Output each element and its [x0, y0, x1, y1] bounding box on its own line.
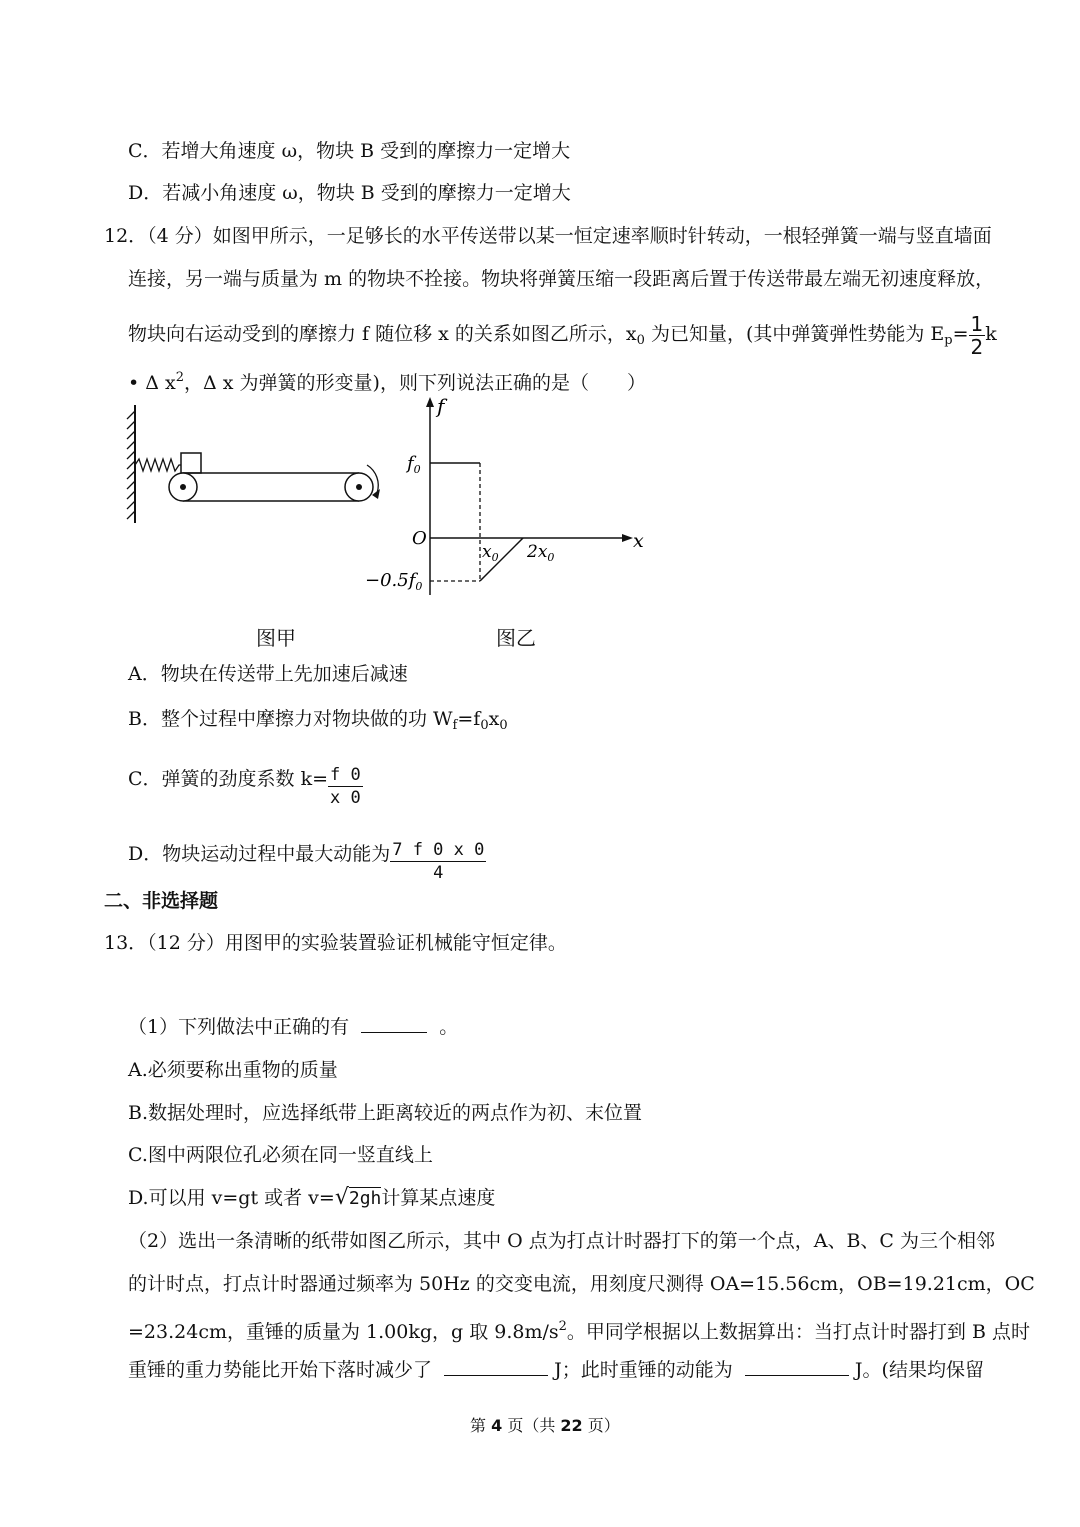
- q13-part2-line3: =23.24cm，重锤的质量为 1.00kg，g 取 $9.8m/s^2$。甲同学根据以上数据算出：当打点计时器打到 B 点时: [128, 1319, 1030, 1343]
- q13-part2-line4: 重锤的重力势能比开始下落时减少了 J；此时重锤的动能为 J。(结果均保留: [128, 1359, 984, 1381]
- 2x0-label: $2x_0$: [527, 542, 555, 564]
- origin-label: O: [412, 528, 427, 549]
- neg-f0-label: $-0.5f_0$: [365, 570, 423, 593]
- section-heading: 二、非选择题: [104, 890, 219, 912]
- q11-option-d: D．若减小角速度 ω，物块 B 受到的摩擦力一定增大: [128, 182, 571, 204]
- q13-part2-line2: 的计时点，打点计时器通过频率为 50Hz 的交变电流，用刻度尺测得 OA=15.56cm，OB=19.21cm，OC: [128, 1273, 1035, 1295]
- spring: [135, 459, 181, 471]
- q13-part1: （1）下列做法中正确的有 。: [128, 1016, 459, 1038]
- x0-label: $x_0$: [482, 542, 499, 564]
- half-fraction: $\frac{1}{2}$: [970, 312, 984, 359]
- q13-option-b: B.数据处理时，应选择纸带上距离较近的两点作为初、末位置: [128, 1102, 643, 1124]
- q12-option-a: A．物块在传送带上先加速后减速: [128, 663, 408, 685]
- q11-option-c: C．若增大角速度 ω，物块 B 受到的摩擦力一定增大: [128, 140, 571, 162]
- q12-stem-line4: • Δ $x^2$，Δ x 为弹簧的形变量)，则下列说法正确的是（ ）: [128, 370, 646, 394]
- figure-jia-conveyor: [125, 405, 390, 525]
- k-fraction: $\frac{f 0}{x 0}$: [330, 765, 361, 808]
- max-kinetic-fraction: $\frac{7 f 0 x 0}{4}$: [392, 840, 485, 883]
- q13-part2-line1: （2）选出一条清晰的纸带如图乙所示，其中 O 点为打点计时器打下的第一个点，A、B、C 为三个相邻: [128, 1230, 996, 1252]
- answer-blank-1[interactable]: [361, 1032, 427, 1033]
- page-footer: 第 4 页（共 22 页）: [470, 1416, 620, 1435]
- q13-option-c: C.图中两限位孔必须在同一竖直线上: [128, 1144, 433, 1166]
- q12-stem-line2: 连接，另一端与质量为 m 的物块不拴接。物块将弹簧压缩一段距离后置于传送带最左端无初速度释放，: [128, 268, 995, 290]
- answer-blank-3[interactable]: [745, 1375, 849, 1376]
- q12-stem-line1: 12．（4 分）如图甲所示，一足够长的水平传送带以某一恒定速率顺时针转动，一根轻弹簧一端与竖直墙面: [104, 225, 992, 247]
- f0-label: $f_0$: [407, 453, 421, 476]
- q13-stem: 13．（12 分）用图甲的实验装置验证机械能守恒定律。: [104, 932, 567, 954]
- sqrt-icon: √: [334, 1185, 349, 1210]
- block: [181, 453, 201, 473]
- q12-option-c: C．弹簧的劲度系数 k= $\frac{f 0}{x 0}$: [128, 765, 361, 808]
- q12-option-b: B．整个过程中摩擦力对物块做的功 $W_f=f_0x_0$: [128, 708, 508, 733]
- q13-option-d: D.可以用 v=gt 或者 v=√2gh计算某点速度: [128, 1185, 496, 1210]
- q13-option-a: A.必须要称出重物的质量: [128, 1059, 338, 1081]
- figure-jia-caption: 图甲: [256, 626, 296, 650]
- q12-stem-line3: 物块向右运动受到的摩擦力 f 随位移 x 的关系如图乙所示，$x_0$ 为已知量，(其中弹簧弹性势能为 $E_p=$ $\frac{1}{2}$ k: [128, 312, 997, 359]
- figure-yi-caption: 图乙: [496, 626, 536, 650]
- figure-yi-friction-graph: [355, 395, 655, 605]
- q12-option-d: D．物块运动过程中最大动能为 $\frac{7 f 0 x 0}{4}$: [128, 840, 485, 883]
- answer-blank-2[interactable]: [444, 1375, 548, 1376]
- x-axis-label: x: [633, 530, 644, 552]
- y-axis-label: f: [437, 395, 445, 418]
